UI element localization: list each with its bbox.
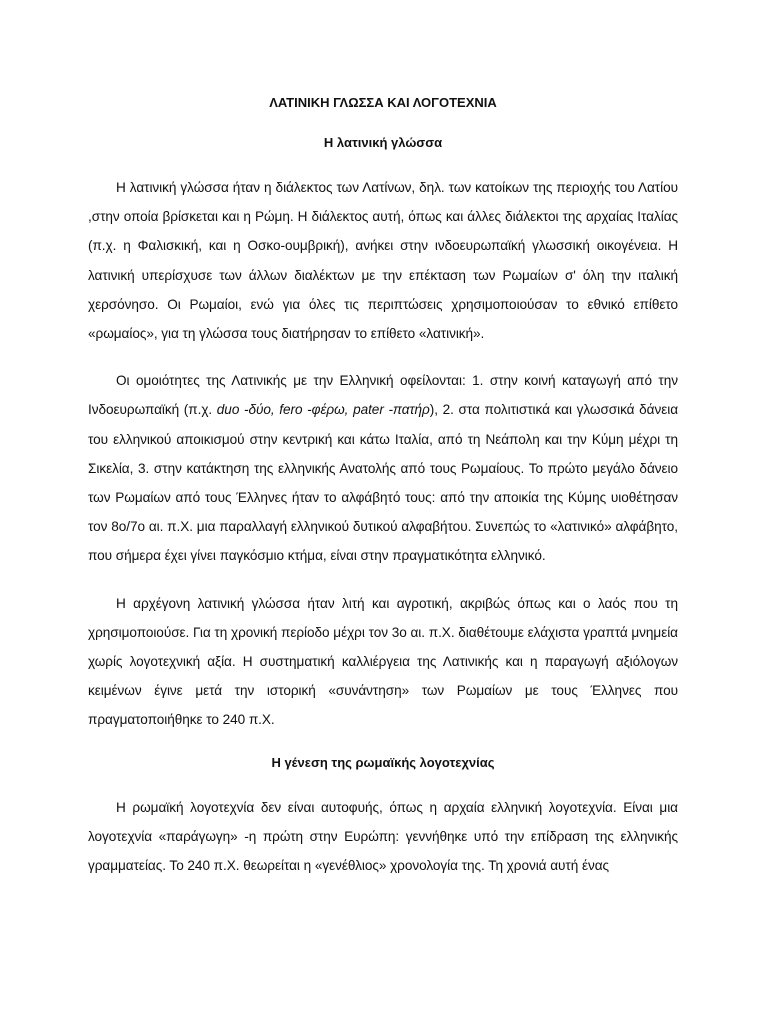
paragraph-2-text-start: Οι ομοιότητες της Λατινικής με την Ελληνική οφείλονται: 1. στην κοινή καταγωγή από την Ινδοευρωπαϊκή (π.χ. [88,373,678,418]
paragraph-2-italic-examples: duo -δύο, fero -φέρω, pater -πατήρ [216,402,430,418]
document-title: ΛΑΤΙΝΙΚΗ ΓΛΩΣΣΑ ΚΑΙ ΛΟΓΟΤΕΧΝΙΑ [269,95,497,110]
document-body [88,93,678,898]
section-heading-roman-literature: Η γένεση της ρωμαϊκής λογοτεχνίας [271,754,495,770]
paragraph-2 [88,366,678,570]
section-heading-latin-language: Η λατινική γλώσσα [323,135,443,150]
paragraph-2-text-end: ), 2. στα πολιτιστικά και γλωσσικά δάνεια του ελληνικού αποικισμού στην κεντρική και κάτω Ιταλία, από τη Νεάπολη και την Κύμη μέχρι τη Σικελία, 3. στην κατάκτηση της ελληνικής Ανατολής από τους Ρωμαίους. Το πρώτο μεγάλο δάνειο των Ρωμαίων από τους Έλληνες ήταν το αλφάβητό τους: από την αποικία της Κύμης υιοθέτησαν τον 8ο/7ο αι. π.Χ. μια παραλλαγή ελληνικού δυτικού αλφαβήτου. Συνεπώς το «λατινικό» αλφάβητο, που σήμερα έχει γίνει παγκόσμιο κτήμα, είναι στην πραγματικότητα ελληνικό. [88,402,679,564]
paragraph-3: Η αρχέγονη λατινική γλώσσα ήταν λιτή και αγροτική, ακριβώς όπως και ο λαός που τη χρησιμοποιούσε. Για τη χρονική περίοδο μέχρι τον 3ο αι. π.Χ. διαθέτουμε ελάχιστα γραπτά μνημεία χωρίς λογοτεχνική αξία. Η συστηματική καλλιέργεια της Λατινικής και η παραγωγή αξιόλογων κειμένων έγινε μετά την ιστορική «συνάντηση» των Ρωμαίων με τους Έλληνες που πραγματοποιήθηκε το 240 π.Χ. [88,595,678,728]
paragraph-4: Η ρωμαϊκή λογοτεχνία δεν είναι αυτοφυής, όπως η αρχαία ελληνική λογοτεχνία. Είναι μια λογοτεχνία «παράγωγη» -η πρώτη στην Ευρώπη: γεννήθηκε υπό την επίδραση της ελληνικής γραμματείας. Το 240 π.Χ. θεωρείται η «γενέθλιος» χρονολογία της. Τη χρονιά αυτή ένας [88,799,678,874]
paragraph-1: Η λατινική γλώσσα ήταν η διάλεκτος των Λατίνων, δηλ. των κατοίκων της περιοχής του Λατίου ,στην οποία βρίσκεται και η Ρώμη. Η διάλεκτος αυτή, όπως και άλλες διάλεκτοι της αρχαίας Ιταλίας (π.χ. η Φαλισκική, και η Οσκο-ουμβρική), ανήκει στην ινδοευρωπαϊκή γλωσσική οικογένεια. Η λατινική υπερίσχυσε των άλλων διαλέκτων με την επέκταση των Ρωμαίων σ' όλη την ιταλική χερσόνησο. Οι Ρωμαίοι, ενώ για όλες τις περιπτώσεις χρησιμοποιούσαν το εθνικό επίθετο «ρωμαίος», για τη γλώσσα τους διατήρησαν το επίθετο «λατινική». [88,180,678,342]
